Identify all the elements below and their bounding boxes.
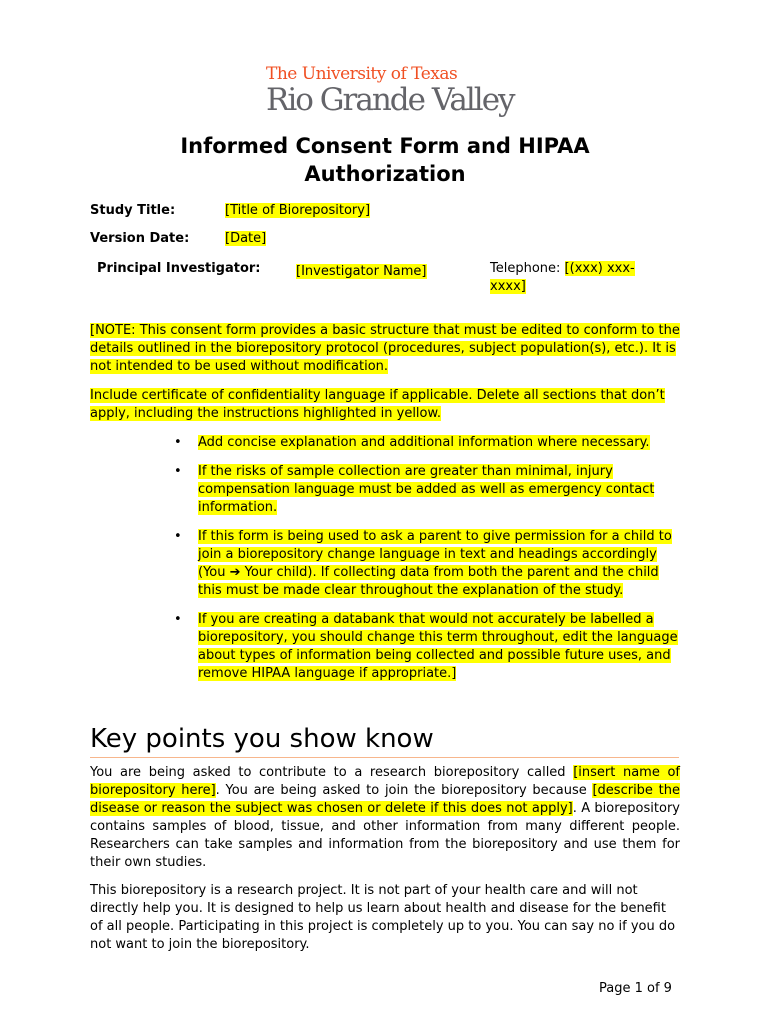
logo-line-university: The University of Texas xyxy=(266,64,458,84)
key-points-paragraph-2: This biorepository is a research project. It is not part of your health care and will not directly help you. It is designed to help us learn about health and disease for the benefit of all people. Participating in this project is completely up to you. You can say no if you do not want to join the biorepository. xyxy=(90,883,676,952)
telephone-field xyxy=(490,260,650,296)
biorepository-name-placeholder: [insert name of biorepository here] xyxy=(90,765,680,798)
page-number: Page 1 of 9 xyxy=(599,981,672,996)
instructions-text: Include certificate of confidentiality language if applicable. Delete all sections that don’t apply, including the instructions highlighted in yellow. xyxy=(90,388,665,421)
note-paragraph xyxy=(90,322,680,376)
study-title-label: Study Title: xyxy=(90,203,176,218)
version-date-label: Version Date: xyxy=(90,231,190,246)
study-title-value xyxy=(225,203,370,218)
study-title-placeholder: [Title of Biorepository] xyxy=(225,203,371,218)
instruction-bullet-list xyxy=(174,434,682,694)
note-text: [NOTE: This consent form provides a basic structure that must be edited to conform to the details outlined in the biorepository protocol (procedures, subject population(s), etc.). It is not intended to be used without modification. xyxy=(90,323,680,374)
bullet-text: If this form is being used to ask a parent to give permission for a child to join a biorepository change language in text and headings accordingly (You ➔ Your child). If collecting data from both the parent and the child this must be made clear throughout the explanation of the study. xyxy=(198,529,672,598)
list-item xyxy=(174,434,682,452)
instructions-paragraph xyxy=(90,387,680,423)
investigator-name-placeholder: [Investigator Name] xyxy=(296,264,427,279)
list-item xyxy=(174,611,682,683)
document-title: Informed Consent Form and HIPAA Authorization xyxy=(180,134,590,186)
list-item xyxy=(174,463,682,517)
bullet-icon: • xyxy=(174,435,182,450)
key-points-paragraph-1 xyxy=(90,764,680,872)
telephone-label: Telephone: xyxy=(490,261,561,276)
key-points-heading: Key points you show know xyxy=(90,722,679,758)
principal-investigator-label: Principal Investigator: xyxy=(97,261,261,276)
reason-placeholder: [describe the disease or reason the subject was chosen or delete if this does not apply] xyxy=(90,783,680,816)
para1-text-3: . A biorepository contains samples of blood, tissue, and other information from many different people. Researchers can take samples and information from the biorepository and use them for their own studies. xyxy=(90,801,680,870)
version-date-value xyxy=(225,231,266,246)
para1-text-2: . You are being asked to join the biorepository because xyxy=(215,783,593,798)
bullet-text: If the risks of sample collection are greater than minimal, injury compensation language must be added as well as emergency contact information. xyxy=(198,464,655,515)
logo-line-rgv: Rio Grande Valley xyxy=(266,82,514,118)
version-date-placeholder: [Date] xyxy=(225,231,267,246)
bullet-icon: • xyxy=(174,612,182,627)
utrgv-logo xyxy=(266,64,514,122)
list-item xyxy=(174,528,682,600)
telephone-placeholder: [(xxx) xxx-xxxx] xyxy=(490,261,635,294)
principal-investigator-value xyxy=(296,264,427,279)
bullet-text: Add concise explanation and additional information where necessary. xyxy=(198,435,650,450)
bullet-icon: • xyxy=(174,464,182,479)
bullet-icon: • xyxy=(174,529,182,544)
para1-text-1: You are being asked to contribute to a research biorepository called xyxy=(90,765,574,780)
bullet-text: If you are creating a databank that would not accurately be labelled a biorepository, you should change this term throughout, edit the language about types of information being collected and possible future uses, and remove HIPAA language if appropriate.] xyxy=(198,612,678,681)
